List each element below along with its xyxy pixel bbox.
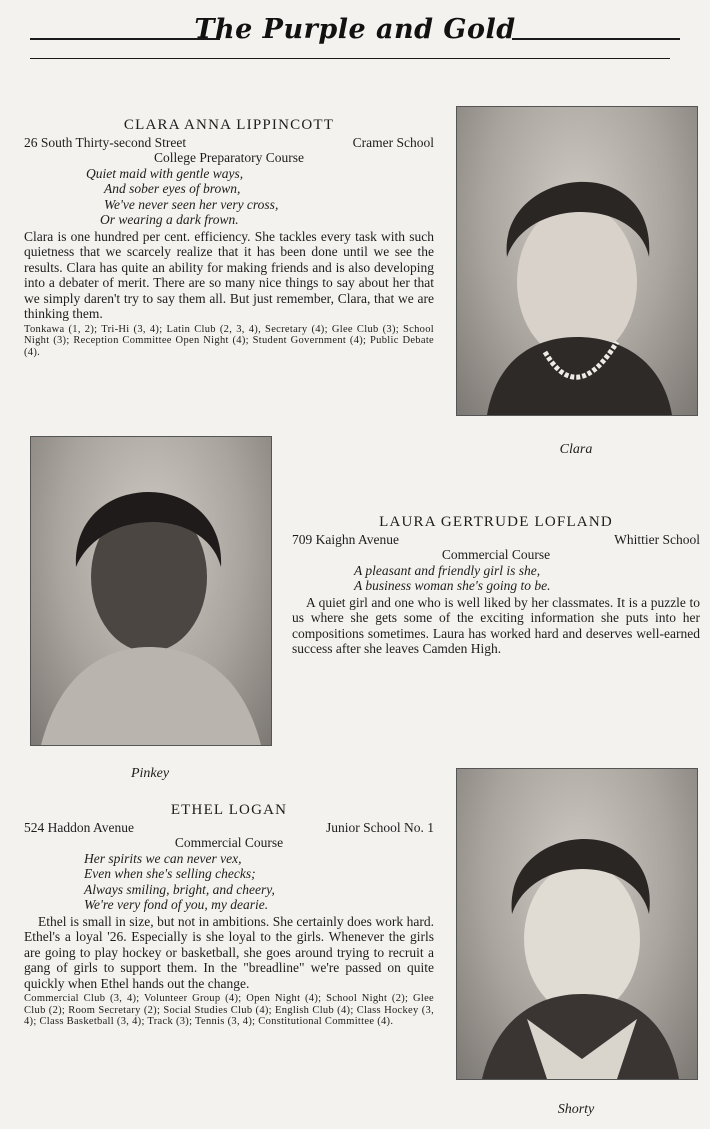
- previous-school: Cramer School: [352, 134, 434, 150]
- poem: [24, 851, 434, 913]
- poem-line: And sober eyes of brown,: [104, 181, 241, 196]
- poem-line: A business woman she's going to be.: [354, 578, 551, 593]
- portrait-laura-image: [31, 437, 271, 745]
- course-name: Commercial Course: [174, 835, 284, 850]
- student-activities: Tonkawa (1, 2); Tri-Hi (3, 4); Latin Club (2, 3, 4), Secretary (4); Glee Club (3); School Night (3); Reception Committee Open Night (4); Student Government (4); Public Debate (4).: [24, 323, 434, 358]
- portrait-photo-ethel: [456, 768, 698, 1080]
- student-description: Clara is one hundred per cent. efficiency. She tackles every task with such quietness that we scarcely realize that it has been done until we see the results. Clara has quite an ability for making friends and is also developing into a debater of merit. There are so many nice things to say about her that we simply daren't try to say them all. But just remember, Clara, that we are thinking them.: [24, 228, 434, 321]
- poem-line: We're very fond of you, my dearie.: [84, 897, 269, 912]
- poem: [24, 166, 434, 228]
- student-name: CLARA ANNA LIPPINCOTT: [123, 117, 335, 133]
- portrait-clara-image: [457, 107, 697, 415]
- poem-line: Or wearing a dark frown.: [100, 212, 239, 227]
- student-address: 524 Haddon Avenue: [24, 819, 134, 835]
- student-name: LAURA GERTRUDE LOFLAND: [379, 514, 613, 530]
- page-title: The Purple and Gold: [194, 14, 516, 45]
- address-line: [24, 135, 434, 151]
- header-rule-left-lower: [30, 58, 670, 59]
- poem-line: Her spirits we can never vex,: [84, 850, 242, 866]
- course-name: College Preparatory Course: [154, 150, 304, 165]
- poem-line: A pleasant and friendly girl is she,: [354, 562, 541, 578]
- nickname-caption: Clara: [559, 442, 593, 457]
- portrait-ethel-image: [457, 769, 697, 1079]
- student-activities: Commercial Club (3, 4); Volunteer Group (4); Open Night (4); School Night (2); Glee Club (2); Room Secretary (2); Social Studies Club (4); English Club (4); Class Hockey (3, 4); Class Basketball (3, 4); Track (3); Tennis (3, 4); Constitutional Committee (4).: [24, 993, 434, 1027]
- nickname-caption: Shorty: [557, 1102, 595, 1117]
- course-name: Commercial Course: [441, 547, 551, 562]
- portrait-photo-clara: [456, 106, 698, 416]
- student-address: 709 Kaighn Avenue: [292, 531, 399, 547]
- portrait-photo-laura: [30, 436, 272, 746]
- student-description: Ethel is small in size, but not in ambitions. She certainly does work hard. Ethel's a loyal '26. Especially is she loyal to the girls. Whenever the girls are going to play hockey or basketball, she goes around trying to recruit a gang of girls to support them. In the "breadline" we're passed on quite quickly when Ethel hands out the change.: [24, 913, 434, 991]
- previous-school: Whittier School: [614, 531, 700, 547]
- student-entry-clara: [24, 118, 434, 358]
- student-description: A quiet girl and one who is well liked by her classmates. It is a puzzle to us where she gets some of the exciting information she puts into her compositions sometimes. Laura has worked hard and deserves well-earned success after she leaves Camden High.: [292, 594, 700, 656]
- poem: [292, 563, 700, 594]
- address-line: [292, 532, 700, 548]
- student-entry-ethel: [24, 803, 434, 1028]
- address-line: [24, 820, 434, 836]
- nickname-caption: Pinkey: [130, 766, 170, 781]
- previous-school: Junior School No. 1: [326, 819, 434, 835]
- student-address: 26 South Thirty-second Street: [24, 134, 187, 150]
- poem-line: Always smiling, bright, and cheery,: [84, 881, 275, 897]
- poem-line: Even when she's selling checks;: [84, 866, 256, 881]
- page-header: [0, 0, 710, 70]
- student-entry-laura: [292, 515, 700, 657]
- student-name: ETHEL LOGAN: [170, 802, 288, 818]
- poem-line: We've never seen her very cross,: [104, 196, 279, 212]
- poem-line: Quiet maid with gentle ways,: [86, 165, 244, 181]
